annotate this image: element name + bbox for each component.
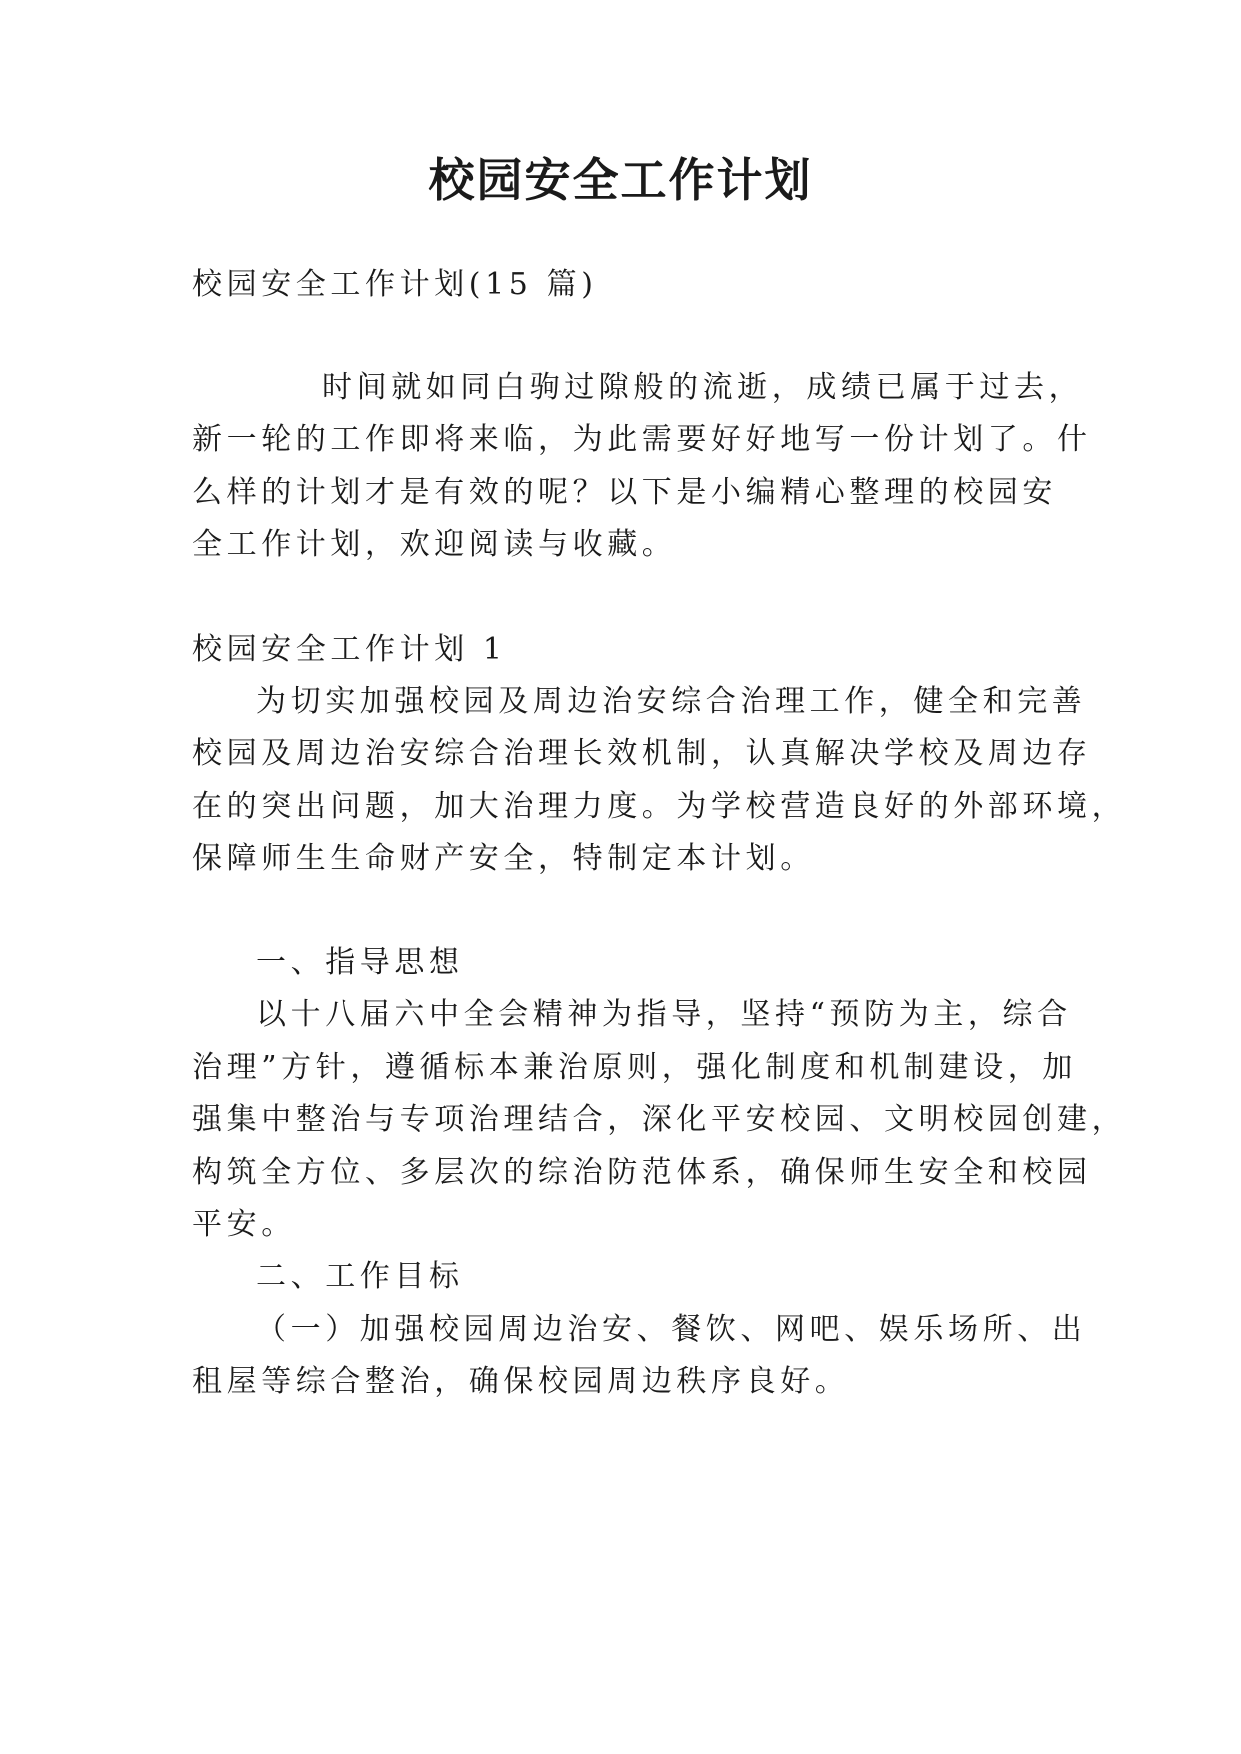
guiding-heading: 一、指导思想 bbox=[256, 945, 464, 980]
intro-line-1: 时间就如同白驹过隙般的流逝，成绩已属于过去， bbox=[322, 370, 1084, 405]
section1-heading: 校园安全工作计划 1 bbox=[192, 632, 507, 667]
goals-heading: 二、工作目标 bbox=[256, 1259, 464, 1294]
section1-line-4: 保障师生生命财产安全，特制定本计划。 bbox=[192, 841, 815, 876]
document-title: 校园安全工作计划 bbox=[428, 153, 813, 207]
guiding-line-4: 构筑全方位、多层次的综治防范体系，确保师生安全和校园 bbox=[192, 1155, 1092, 1190]
guiding-line-3: 强集中整治与专项治理结合，深化平安校园、文明校园创建， bbox=[192, 1102, 1127, 1137]
intro-line-4: 全工作计划，欢迎阅读与收藏。 bbox=[192, 527, 677, 562]
goals-line-2: 租屋等综合整治，确保校园周边秩序良好。 bbox=[192, 1364, 850, 1399]
goals-line-1: （一）加强校园周边治安、餐饮、网吧、娱乐场所、出 bbox=[256, 1312, 1087, 1347]
section1-line-2: 校园及周边治安综合治理长效机制，认真解决学校及周边存 bbox=[192, 736, 1092, 771]
guiding-line-5: 平安。 bbox=[192, 1207, 296, 1242]
guiding-line-1: 以十八届六中全会精神为指导，坚持“预防为主，综合 bbox=[256, 997, 1072, 1032]
intro-line-3: 么样的计划才是有效的呢？以下是小编精心整理的校园安 bbox=[192, 475, 1057, 510]
document-subtitle: 校园安全工作计划(15 篇) bbox=[192, 267, 598, 302]
section1-line-1: 为切实加强校园及周边治安综合治理工作，健全和完善 bbox=[256, 684, 1087, 719]
intro-line-2: 新一轮的工作即将来临，为此需要好好地写一份计划了。什 bbox=[192, 422, 1092, 457]
section1-line-3: 在的突出问题，加大治理力度。为学校营造良好的外部环境， bbox=[192, 789, 1127, 824]
guiding-line-2: 治理”方针，遵循标本兼治原则，强化制度和机制建设，加 bbox=[192, 1050, 1077, 1085]
